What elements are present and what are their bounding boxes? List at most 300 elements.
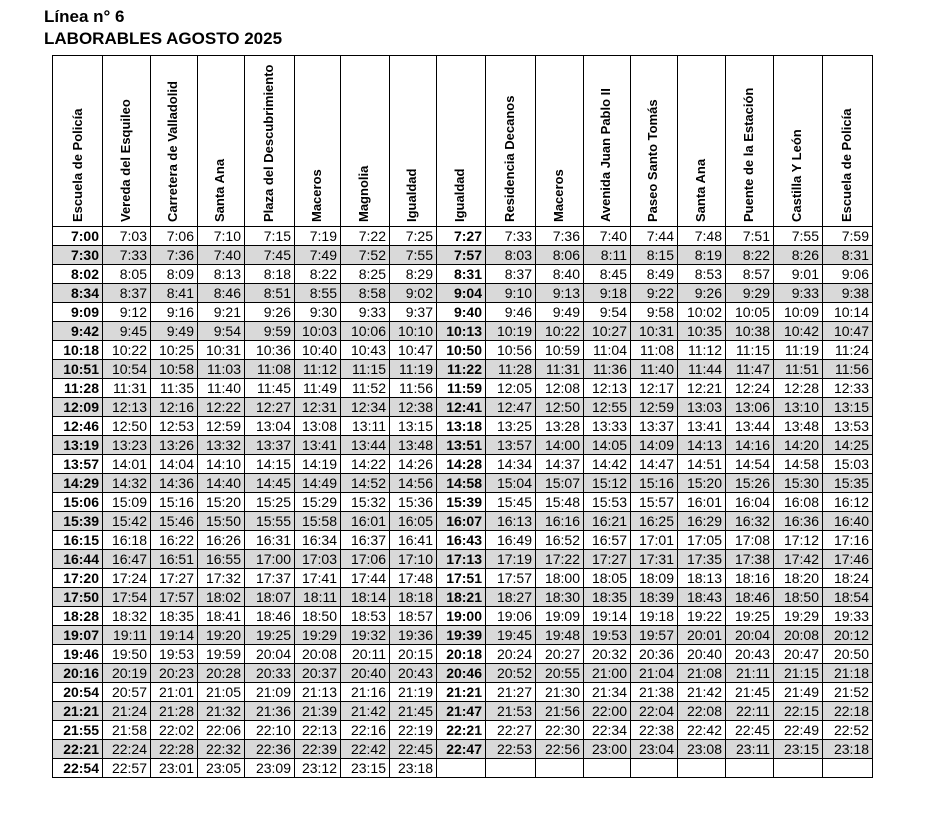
departure-time: 15:29: [295, 493, 341, 512]
departure-time: 18:28: [53, 607, 103, 626]
departure-time: 21:04: [631, 664, 678, 683]
schedule-row: [53, 740, 873, 759]
departure-time: 9:26: [245, 303, 295, 322]
departure-time: 20:33: [245, 664, 295, 683]
departure-time: 19:53: [151, 645, 198, 664]
departure-time: 16:26: [198, 531, 245, 550]
departure-time: 7:52: [341, 246, 390, 265]
schedule-row: [53, 227, 873, 246]
departure-time: 10:22: [536, 322, 584, 341]
departure-time: 15:12: [584, 474, 631, 493]
departure-time: 20:19: [103, 664, 151, 683]
departure-time: 16:13: [486, 512, 536, 531]
departure-time: 9:46: [486, 303, 536, 322]
departure-time: 14:10: [198, 455, 245, 474]
departure-time: 12:38: [390, 398, 437, 417]
departure-time: 13:41: [678, 417, 726, 436]
departure-time: 11:15: [726, 341, 774, 360]
departure-time: 14:28: [437, 455, 486, 474]
stop-header: [53, 56, 103, 227]
departure-time: 7:15: [245, 227, 295, 246]
departure-time: 9:02: [390, 284, 437, 303]
departure-time: 11:40: [198, 379, 245, 398]
departure-time: 14:42: [584, 455, 631, 474]
departure-time: [823, 759, 873, 778]
departure-time: 21:15: [774, 664, 823, 683]
departure-time: 8:58: [341, 284, 390, 303]
departure-time: 19:14: [151, 626, 198, 645]
departure-time: 11:08: [245, 360, 295, 379]
departure-time: 9:04: [437, 284, 486, 303]
departure-time: 13:03: [678, 398, 726, 417]
departure-time: 19:14: [584, 607, 631, 626]
departure-time: 22:52: [823, 721, 873, 740]
departure-time: 16:29: [678, 512, 726, 531]
departure-time: 12:16: [151, 398, 198, 417]
departure-time: 19:11: [103, 626, 151, 645]
departure-time: 9:21: [198, 303, 245, 322]
departure-time: 18:46: [245, 607, 295, 626]
departure-time: 9:54: [584, 303, 631, 322]
departure-time: 7:30: [53, 246, 103, 265]
departure-time: 21:21: [437, 683, 486, 702]
departure-time: 20:57: [103, 683, 151, 702]
departure-time: 16:18: [103, 531, 151, 550]
departure-time: 20:24: [486, 645, 536, 664]
departure-time: 15:50: [198, 512, 245, 531]
departure-time: 16:01: [341, 512, 390, 531]
departure-time: 16:49: [486, 531, 536, 550]
departure-time: 20:11: [341, 645, 390, 664]
departure-time: [631, 759, 678, 778]
departure-time: 16:41: [390, 531, 437, 550]
departure-time: 12:24: [726, 379, 774, 398]
departure-time: 16:34: [295, 531, 341, 550]
departure-time: 17:37: [245, 569, 295, 588]
departure-time: 22:34: [584, 721, 631, 740]
departure-time: 19:46: [53, 645, 103, 664]
departure-time: 18:35: [151, 607, 198, 626]
departure-time: 17:05: [678, 531, 726, 550]
departure-time: 16:57: [584, 531, 631, 550]
departure-time: 18:54: [823, 588, 873, 607]
departure-time: 12:27: [245, 398, 295, 417]
departure-time: 13:08: [295, 417, 341, 436]
departure-time: 16:36: [774, 512, 823, 531]
departure-time: 22:57: [103, 759, 151, 778]
departure-time: 10:35: [678, 322, 726, 341]
departure-time: 7:25: [390, 227, 437, 246]
departure-time: 19:53: [584, 626, 631, 645]
departure-time: 20:08: [774, 626, 823, 645]
departure-time: 22:39: [295, 740, 341, 759]
departure-time: 18:21: [437, 588, 486, 607]
departure-time: 13:44: [726, 417, 774, 436]
departure-time: 19:57: [631, 626, 678, 645]
departure-time: 10:47: [823, 322, 873, 341]
stop-header: [584, 56, 631, 227]
timetable: [52, 55, 873, 778]
departure-time: 7:55: [774, 227, 823, 246]
departure-time: 22:06: [198, 721, 245, 740]
departure-time: 21:39: [295, 702, 341, 721]
departure-time: 13:33: [584, 417, 631, 436]
schedule-row: [53, 607, 873, 626]
departure-time: 11:45: [245, 379, 295, 398]
departure-time: 13:37: [631, 417, 678, 436]
departure-time: 23:09: [245, 759, 295, 778]
schedule-row: [53, 474, 873, 493]
departure-time: 18:02: [198, 588, 245, 607]
departure-time: 16:55: [198, 550, 245, 569]
stop-name: Escuela de Policía: [838, 108, 854, 222]
departure-time: 16:07: [437, 512, 486, 531]
schedule-row: [53, 512, 873, 531]
departure-time: 13:19: [53, 436, 103, 455]
departure-time: 17:57: [151, 588, 198, 607]
departure-time: 16:25: [631, 512, 678, 531]
departure-time: 9:33: [341, 303, 390, 322]
departure-time: 10:36: [245, 341, 295, 360]
departure-time: 22:45: [726, 721, 774, 740]
departure-time: 9:01: [774, 265, 823, 284]
departure-time: 22:08: [678, 702, 726, 721]
departure-time: 8:57: [726, 265, 774, 284]
departure-time: 20:28: [198, 664, 245, 683]
departure-time: 14:34: [486, 455, 536, 474]
schedule-row: [53, 588, 873, 607]
departure-time: 11:59: [437, 379, 486, 398]
departure-time: 7:10: [198, 227, 245, 246]
departure-time: 15:16: [631, 474, 678, 493]
departure-time: 14:45: [245, 474, 295, 493]
departure-time: 10:27: [584, 322, 631, 341]
departure-time: 20:47: [774, 645, 823, 664]
departure-time: 9:59: [245, 322, 295, 341]
departure-time: 20:23: [151, 664, 198, 683]
departure-time: 12:33: [823, 379, 873, 398]
departure-time: [774, 759, 823, 778]
departure-time: 15:04: [486, 474, 536, 493]
departure-time: 8:40: [536, 265, 584, 284]
departure-time: 14:40: [198, 474, 245, 493]
departure-time: 11:22: [437, 360, 486, 379]
departure-time: 13:11: [341, 417, 390, 436]
departure-time: 19:06: [486, 607, 536, 626]
departure-time: 20:01: [678, 626, 726, 645]
stop-header: [486, 56, 536, 227]
departure-time: 16:05: [390, 512, 437, 531]
stop-name: Plaza del Descubrimiento: [260, 64, 276, 222]
departure-time: 14:37: [536, 455, 584, 474]
departure-time: 21:18: [823, 664, 873, 683]
departure-time: 8:15: [631, 246, 678, 265]
departure-time: 22:38: [631, 721, 678, 740]
departure-time: 10:22: [103, 341, 151, 360]
departure-time: 10:13: [437, 322, 486, 341]
departure-time: 17:24: [103, 569, 151, 588]
departure-time: 14:05: [584, 436, 631, 455]
departure-time: [437, 759, 486, 778]
departure-time: 8:41: [151, 284, 198, 303]
departure-time: 15:09: [103, 493, 151, 512]
stop-name: Maceros: [308, 169, 324, 222]
departure-time: 23:00: [584, 740, 631, 759]
departure-time: 20:46: [437, 664, 486, 683]
departure-time: 21:09: [245, 683, 295, 702]
stop-name: Paseo Santo Tomás: [645, 99, 660, 222]
departure-time: 13:44: [341, 436, 390, 455]
departure-time: 15:39: [53, 512, 103, 531]
departure-time: 21:49: [774, 683, 823, 702]
departure-time: 19:18: [631, 607, 678, 626]
schedule-row: [53, 550, 873, 569]
departure-time: 8:09: [151, 265, 198, 284]
departure-time: 10:38: [726, 322, 774, 341]
departure-time: 19:39: [437, 626, 486, 645]
departure-time: 22:27: [486, 721, 536, 740]
departure-time: 23:15: [774, 740, 823, 759]
departure-time: 17:22: [536, 550, 584, 569]
departure-time: 15:07: [536, 474, 584, 493]
departure-time: 9:29: [726, 284, 774, 303]
departure-time: 22:49: [774, 721, 823, 740]
departure-time: 20:40: [678, 645, 726, 664]
departure-time: 22:53: [486, 740, 536, 759]
departure-time: 15:30: [774, 474, 823, 493]
departure-time: 7:33: [486, 227, 536, 246]
schedule-row: [53, 721, 873, 740]
departure-time: 18:09: [631, 569, 678, 588]
departure-time: 12:28: [774, 379, 823, 398]
stop-name: Vereda del Esquileo: [117, 99, 133, 222]
departure-time: 11:15: [341, 360, 390, 379]
departure-time: 16:01: [678, 493, 726, 512]
departure-time: 15:55: [245, 512, 295, 531]
departure-time: 9:54: [198, 322, 245, 341]
departure-time: 22:54: [53, 759, 103, 778]
departure-time: 14:00: [536, 436, 584, 455]
departure-time: 10:25: [151, 341, 198, 360]
departure-time: 21:36: [245, 702, 295, 721]
departure-time: 21:08: [678, 664, 726, 683]
departure-time: 20:55: [536, 664, 584, 683]
departure-time: 11:04: [584, 341, 631, 360]
departure-time: 13:15: [823, 398, 873, 417]
departure-time: 8:31: [437, 265, 486, 284]
departure-time: 21:45: [726, 683, 774, 702]
departure-time: 16:52: [536, 531, 584, 550]
departure-time: 7:19: [295, 227, 341, 246]
departure-time: 22:32: [198, 740, 245, 759]
departure-time: 7:44: [631, 227, 678, 246]
departure-time: 11:44: [678, 360, 726, 379]
departure-time: 20:08: [295, 645, 341, 664]
departure-time: 21:32: [198, 702, 245, 721]
departure-time: 7:40: [198, 246, 245, 265]
departure-time: 10:10: [390, 322, 437, 341]
departure-time: 18:53: [341, 607, 390, 626]
departure-time: 13:15: [390, 417, 437, 436]
departure-time: 10:06: [341, 322, 390, 341]
departure-time: 10:19: [486, 322, 536, 341]
departure-time: 8:46: [198, 284, 245, 303]
departure-time: 18:05: [584, 569, 631, 588]
departure-time: 17:12: [774, 531, 823, 550]
departure-time: 11:03: [198, 360, 245, 379]
departure-time: 21:53: [486, 702, 536, 721]
departure-time: 22:56: [536, 740, 584, 759]
departure-time: 20:54: [53, 683, 103, 702]
departure-time: 21:16: [341, 683, 390, 702]
departure-time: 13:48: [390, 436, 437, 455]
schedule-row: [53, 379, 873, 398]
departure-time: 17:27: [151, 569, 198, 588]
departure-time: 8:49: [631, 265, 678, 284]
departure-time: 11:12: [295, 360, 341, 379]
departure-time: 13:23: [103, 436, 151, 455]
departure-time: 20:27: [536, 645, 584, 664]
departure-time: 22:21: [53, 740, 103, 759]
departure-time: 22:45: [390, 740, 437, 759]
departure-time: 14:20: [774, 436, 823, 455]
schedule-row: [53, 417, 873, 436]
departure-time: 20:50: [823, 645, 873, 664]
departure-time: 18:24: [823, 569, 873, 588]
departure-time: 19:36: [390, 626, 437, 645]
departure-time: 13:26: [151, 436, 198, 455]
departure-time: 10:47: [390, 341, 437, 360]
departure-time: 21:56: [536, 702, 584, 721]
departure-time: 9:49: [151, 322, 198, 341]
stop-header: [245, 56, 295, 227]
departure-time: 16:12: [823, 493, 873, 512]
departure-time: 18:57: [390, 607, 437, 626]
departure-time: 11:35: [151, 379, 198, 398]
departure-time: 12:22: [198, 398, 245, 417]
departure-time: [584, 759, 631, 778]
departure-time: 12:21: [678, 379, 726, 398]
departure-time: 16:22: [151, 531, 198, 550]
stop-name: Santa Ana: [212, 158, 227, 222]
departure-time: 11:40: [631, 360, 678, 379]
departure-time: 9:18: [584, 284, 631, 303]
departure-time: 18:13: [678, 569, 726, 588]
departure-time: 22:13: [295, 721, 341, 740]
departure-time: 9:37: [390, 303, 437, 322]
stop-name: Escuela de Policía: [69, 108, 85, 222]
departure-time: 12:59: [198, 417, 245, 436]
departure-time: 9:12: [103, 303, 151, 322]
departure-time: 21:38: [631, 683, 678, 702]
departure-time: 17:51: [437, 569, 486, 588]
departure-time: 9:33: [774, 284, 823, 303]
departure-time: 11:31: [103, 379, 151, 398]
departure-time: 7:48: [678, 227, 726, 246]
departure-time: 22:16: [341, 721, 390, 740]
departure-time: 19:59: [198, 645, 245, 664]
departure-time: 11:49: [295, 379, 341, 398]
departure-time: 17:44: [341, 569, 390, 588]
departure-time: 9:38: [823, 284, 873, 303]
departure-time: 17:41: [295, 569, 341, 588]
departure-time: 20:40: [341, 664, 390, 683]
departure-time: 7:22: [341, 227, 390, 246]
departure-time: 21:00: [584, 664, 631, 683]
departure-time: 17:57: [486, 569, 536, 588]
departure-time: 8:06: [536, 246, 584, 265]
departure-time: 19:29: [295, 626, 341, 645]
stop-header: [774, 56, 823, 227]
departure-time: 8:55: [295, 284, 341, 303]
departure-time: 12:05: [486, 379, 536, 398]
departure-time: 22:47: [437, 740, 486, 759]
departure-time: 11:12: [678, 341, 726, 360]
departure-time: 19:50: [103, 645, 151, 664]
departure-time: 21:27: [486, 683, 536, 702]
schedule-row: [53, 626, 873, 645]
departure-time: 11:31: [536, 360, 584, 379]
departure-time: 8:19: [678, 246, 726, 265]
schedule-row: [53, 759, 873, 778]
departure-time: 13:57: [486, 436, 536, 455]
departure-time: 7:40: [584, 227, 631, 246]
departure-time: 10:56: [486, 341, 536, 360]
departure-time: 15:26: [726, 474, 774, 493]
departure-time: [678, 759, 726, 778]
departure-time: 17:31: [631, 550, 678, 569]
departure-time: [726, 759, 774, 778]
departure-time: 10:40: [295, 341, 341, 360]
departure-time: 22:15: [774, 702, 823, 721]
departure-time: 13:28: [536, 417, 584, 436]
timetable-body: [53, 227, 873, 778]
departure-time: 22:28: [151, 740, 198, 759]
departure-time: 8:26: [774, 246, 823, 265]
departure-time: 10:31: [198, 341, 245, 360]
departure-time: 10:43: [341, 341, 390, 360]
departure-time: 16:43: [437, 531, 486, 550]
departure-time: 19:48: [536, 626, 584, 645]
departure-time: 19:25: [726, 607, 774, 626]
departure-time: 18:43: [678, 588, 726, 607]
departure-time: 11:36: [584, 360, 631, 379]
departure-time: 17:42: [774, 550, 823, 569]
departure-time: 8:22: [726, 246, 774, 265]
departure-time: 18:20: [774, 569, 823, 588]
departure-time: 15:16: [151, 493, 198, 512]
departure-time: 10:59: [536, 341, 584, 360]
schedule-row: [53, 398, 873, 417]
departure-time: 15:57: [631, 493, 678, 512]
departure-time: 10:51: [53, 360, 103, 379]
departure-time: 9:42: [53, 322, 103, 341]
departure-time: 16:04: [726, 493, 774, 512]
departure-time: 16:16: [536, 512, 584, 531]
departure-time: 10:31: [631, 322, 678, 341]
departure-time: 15:25: [245, 493, 295, 512]
departure-time: 21:52: [823, 683, 873, 702]
stop-header: [437, 56, 486, 227]
departure-time: 12:59: [631, 398, 678, 417]
departure-time: 14:58: [774, 455, 823, 474]
departure-time: 22:42: [341, 740, 390, 759]
departure-time: 7:36: [151, 246, 198, 265]
departure-time: 20:18: [437, 645, 486, 664]
stop-header: [390, 56, 437, 227]
departure-time: 17:10: [390, 550, 437, 569]
departure-time: 21:34: [584, 683, 631, 702]
